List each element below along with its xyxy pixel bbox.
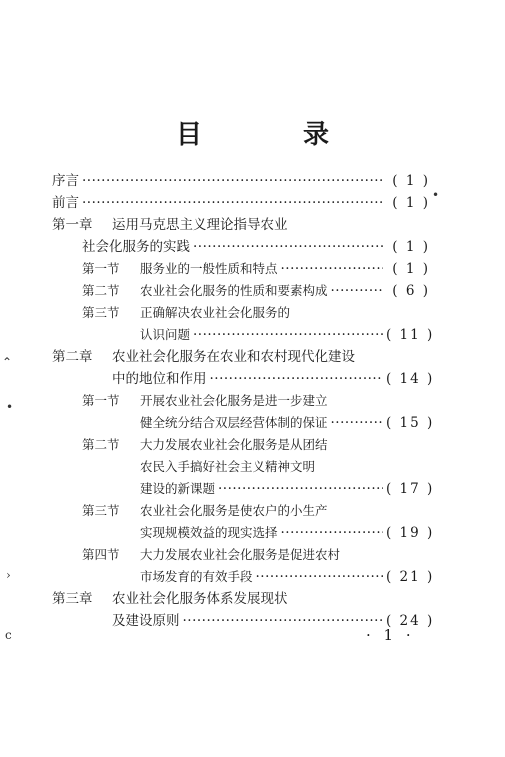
chapter-title-cont: 社会化服务的实践	[82, 239, 190, 255]
section-title-cont: 市场发育的有效手段	[140, 569, 253, 584]
chapter-title: 农业社会化服务在农业和农村现代化建设	[112, 349, 355, 365]
toc-chapter-1[interactable]	[52, 215, 430, 235]
scan-mark: ⌃	[2, 355, 13, 369]
dot-leader	[193, 325, 383, 345]
section-title: 农业社会化服务是使农户的小生产	[140, 503, 328, 518]
section-title: 大力发展农业社会化服务是从团结	[140, 437, 328, 452]
entry-page: ( 6 )	[392, 283, 430, 299]
dot-leader	[210, 369, 384, 389]
chapter-number: 第二章	[52, 349, 93, 365]
chapter-title-cont: 中的地位和作用	[112, 371, 207, 387]
chapter-number: 第一章	[52, 217, 93, 233]
toc-section-2-4-cont[interactable]	[140, 567, 435, 587]
entry-label: 序言	[52, 173, 79, 189]
toc-section-2-2[interactable]	[82, 435, 430, 455]
entry-page: ( 1 )	[392, 173, 430, 189]
entry-page: ( 19 )	[386, 525, 435, 541]
dot-leader	[82, 193, 383, 213]
section-title-cont: 认识问题	[140, 327, 191, 342]
toc-section-2-2-cont[interactable]	[140, 457, 430, 477]
dot-leader	[193, 237, 383, 257]
entry-page: ( 17 )	[386, 481, 435, 497]
toc-section-2-3-cont[interactable]	[140, 523, 435, 543]
section-title: 农业社会化服务的性质和要素构成	[140, 283, 328, 298]
section-number: 第三节	[82, 305, 120, 320]
scan-mark: c	[5, 628, 12, 642]
entry-page: ( 14 )	[386, 371, 435, 387]
page-number: · 1 ·	[366, 626, 415, 644]
entry-page: ( 15 )	[386, 415, 435, 431]
section-title: 大力发展农业社会化服务是促进农村	[140, 547, 341, 562]
section-title-cont: 农民入手搞好社会主义精神文明	[140, 459, 316, 474]
toc-chapter-1-cont[interactable]	[82, 237, 430, 257]
scan-mark: ›	[6, 568, 11, 582]
section-number: 第一节	[82, 393, 120, 408]
dot-leader	[281, 259, 383, 279]
entry-page: ( 1 )	[392, 195, 430, 211]
toc-entry-preface[interactable]	[52, 171, 430, 191]
section-number: 第二节	[82, 283, 120, 298]
dot-leader	[82, 171, 383, 191]
dot-leader	[331, 413, 383, 433]
entry-page: ( 11 )	[386, 327, 435, 343]
entry-page: ( 1 )	[392, 261, 430, 277]
toc-chapter-2[interactable]	[52, 347, 430, 367]
scan-mark: •	[432, 188, 440, 202]
scan-mark: •	[6, 400, 14, 414]
section-title-cont: 实现规模效益的现实选择	[140, 525, 278, 540]
chapter-number: 第三章	[52, 591, 93, 607]
dot-leader	[256, 567, 383, 587]
entry-page: ( 21 )	[386, 569, 435, 585]
toc-section-2-2-cont2[interactable]	[140, 479, 435, 499]
section-number: 第一节	[82, 261, 120, 276]
chapter-title: 运用马克思主义理论指导农业	[112, 217, 288, 233]
chapter-title-cont: 及建设原则	[112, 613, 180, 629]
section-number: 第二节	[82, 437, 120, 452]
entry-label: 前言	[52, 195, 79, 211]
chapter-title: 农业社会化服务体系发展现状	[112, 591, 288, 607]
dot-leader	[218, 479, 383, 499]
section-number: 第三节	[82, 503, 120, 518]
dot-leader	[331, 281, 383, 301]
toc-section-2-1[interactable]	[82, 391, 430, 411]
toc-chapter-3[interactable]	[52, 589, 430, 609]
toc-chapter-2-cont[interactable]	[112, 369, 435, 389]
toc-section-1-1[interactable]	[82, 259, 430, 279]
toc-section-2-3[interactable]	[82, 501, 430, 521]
dot-leader	[183, 611, 384, 631]
toc-section-2-1-cont[interactable]	[140, 413, 435, 433]
section-title: 正确解决农业社会化服务的	[140, 305, 291, 320]
section-number: 第四节	[82, 547, 120, 562]
entry-page: ( 1 )	[392, 239, 430, 255]
section-title: 服务业的一般性质和特点	[140, 261, 278, 276]
page-title: 目 录	[175, 120, 376, 150]
toc-section-1-2[interactable]	[82, 281, 430, 301]
dot-leader	[281, 523, 383, 543]
entry-page: ( 24 )	[386, 613, 435, 629]
section-title-cont: 健全统分结合双层经营体制的保证	[140, 415, 328, 430]
section-title: 开展农业社会化服务是进一步建立	[140, 393, 328, 408]
toc-section-1-3-cont[interactable]	[140, 325, 435, 345]
toc-entry-foreword[interactable]	[52, 193, 430, 213]
section-title-cont: 建设的新课题	[140, 481, 216, 496]
toc-section-1-3[interactable]	[82, 303, 430, 323]
toc-section-2-4[interactable]	[82, 545, 430, 565]
